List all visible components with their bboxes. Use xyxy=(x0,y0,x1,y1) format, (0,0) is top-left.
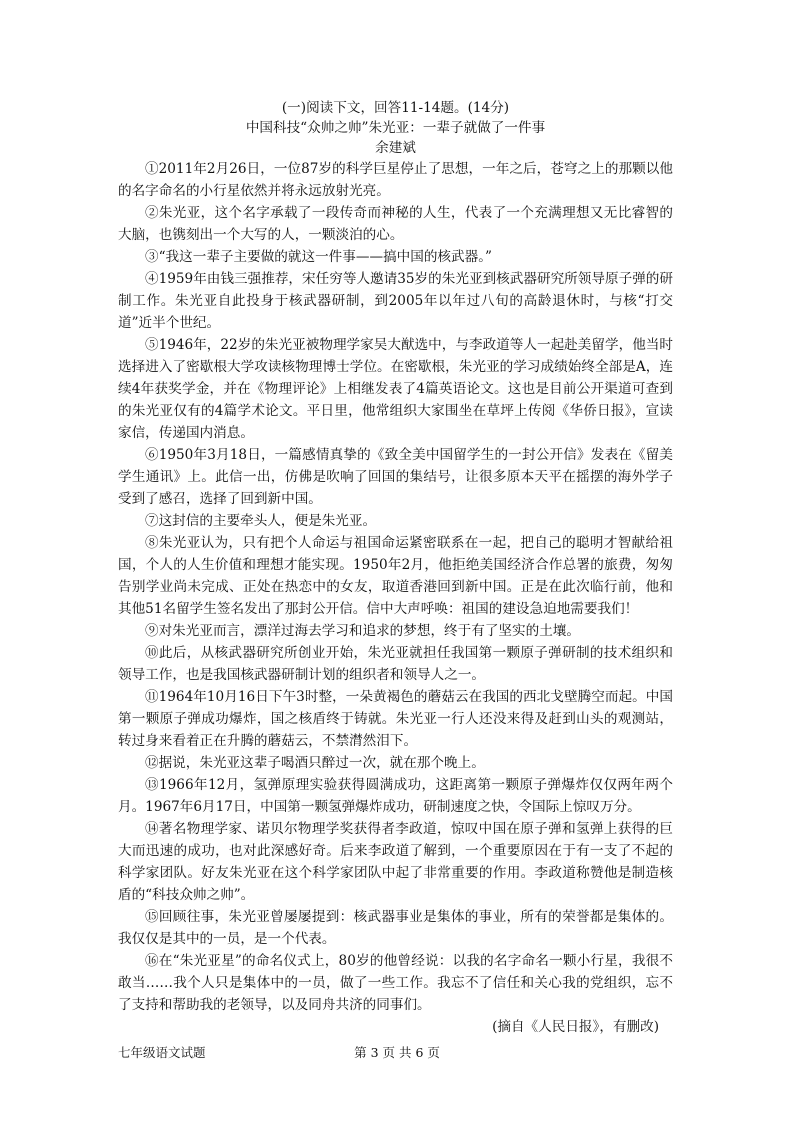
article-title: 中国科技“众帅之帅”朱光亚：一辈子就做了一件事 xyxy=(245,120,546,136)
paragraph-8: ⑧朱光亚认为，只有把个人命运与祖国命运紧密联系在一起，把自己的聪明才智献给祖国，个人的人生价值和理想才能实现。1950年2月，他拒绝美国经济合作总署的旅费，匆匆告别学业尚未完成、正处在热恋中的女友，取道香港回到新中国。正是在此次临行前，他和其他51名留学生签名发出了那封公开信。信中大声呼唤：祖国的建设急迫地需要我们！ xyxy=(118,535,673,617)
question-instruction: (一)阅读下文，回答11-14题。(14分) xyxy=(281,100,510,116)
paragraph-11: ⑪1964年10月16日下午3时整，一朵黄褐色的蘑菇云在我国的西北戈壁腾空而起。中国第一颗原子弹成功爆炸，国之核盾终于铸就。朱光亚一行人还没来得及赶到山头的观测站，转过身来看着正在升腾的蘑菇云，不禁潸然泪下。 xyxy=(118,689,673,749)
source-citation: (摘自《人民日报》，有删改) xyxy=(492,1019,659,1035)
paragraph-10: ⑩此后，从核武器研究所创业开始，朱光亚就担任我国第一颗原子弹研制的技术组织和领导工作，也是我国核武器研制计划的组织者和领导人之一。 xyxy=(118,645,673,683)
paragraph-5: ⑤1946年，22岁的朱光亚被物理学家吴大猷选中，与李政道等人一起赴美留学，他当时选择进入了密歇根大学攻读核物理博士学位。在密歇根，朱光亚的学习成绩始终全部是A，连续4年获奖学金，并在《物理评论》上相继发表了4篇英语论文。这也是目前公开渠道可查到的朱光亚仅有的4篇学术论文。平日里，他常组织大家围坐在草坪上传阅《华侨日报》，宣读家信，传递国内消息。 xyxy=(118,337,673,441)
paragraph-7: ⑦这封信的主要牵头人，便是朱光亚。 xyxy=(145,513,377,529)
paragraph-2: ②朱光亚，这个名字承载了一段传奇而神秘的人生，代表了一个充满理想又无比睿智的大脑，也镌刻出一个大写的人，一颗淡泊的心。 xyxy=(118,205,673,243)
paragraph-4: ④1959年由钱三强推荐，宋任穷等人邀请35岁的朱光亚到核武器研究所领导原子弹的研制工作。朱光亚自此投身于核武器研制，到2005年以年过八旬的高龄退休时，与核“打交道”近半个世纪。 xyxy=(118,271,673,331)
paragraph-12: ⑫据说，朱光亚这辈子喝酒只醉过一次，就在那个晚上。 xyxy=(145,755,485,771)
article-author: 余建斌 xyxy=(375,140,416,156)
footer-exam-name: 七年级语文试题 xyxy=(118,1045,206,1060)
paragraph-6: ⑥1950年3月18日，一篇感情真挚的《致全美中国留学生的一封公开信》发表在《留美学生通讯》上。此信一出，仿佛是吹响了回国的集结号，让很多原本天平在摇摆的海外学子受到了感召，选择了回到新中国。 xyxy=(118,447,673,507)
paragraph-9: ⑨对朱光亚而言，漂洋过海去学习和追求的梦想，终于有了坚实的土壤。 xyxy=(145,623,580,639)
paragraph-13: ⑬1966年12月，氢弹原理实验获得圆满成功，这距离第一颗原子弹爆炸仅仅两年两个月。1967年6月17日，中国第一颗氢弹爆炸成功，研制速度之快，令国际上惊叹万分。 xyxy=(118,777,673,815)
paragraph-14: ⑭著名物理学家、诺贝尔物理学奖获得者李政道，惊叹中国在原子弹和氢弹上获得的巨大而迅速的成功，也对此深感好奇。后来李政道了解到，一个重要原因在于有一支了不起的科学家团队。好友朱光亚在这个科学家团队中起了非常重要的作用。李政道称赞他是制造核盾的“科技众帅之帅”。 xyxy=(118,821,673,903)
reading-passage xyxy=(118,98,673,1038)
paragraph-16: ⑯在“朱光亚星”的命名仪式上，80岁的他曾经说：以我的名字命名一颗小行星，我很不敢当……我个人只是集体中的一员，做了一些工作。我忘不了信任和关心我的党组织，忘不了支持和帮助我的老领导，以及同舟共济的同事们。 xyxy=(118,953,673,1013)
paragraph-3: ③“我这一辈子主要做的就这一件事——搞中国的核武器。” xyxy=(145,249,492,265)
footer-page-number: 第 3 页 共 6 页 xyxy=(354,1045,440,1060)
paragraph-1: ①2011年2月26日，一位87岁的科学巨星停止了思想，一年之后，苍穹之上的那颗以他的名字命名的小行星依然并将永远放射光亮。 xyxy=(118,161,673,199)
paragraph-15: ⑮回顾往事，朱光亚曾屡屡提到：核武器事业是集体的事业，所有的荣誉都是集体的。我仅仅是其中的一员，是一个代表。 xyxy=(118,909,673,947)
